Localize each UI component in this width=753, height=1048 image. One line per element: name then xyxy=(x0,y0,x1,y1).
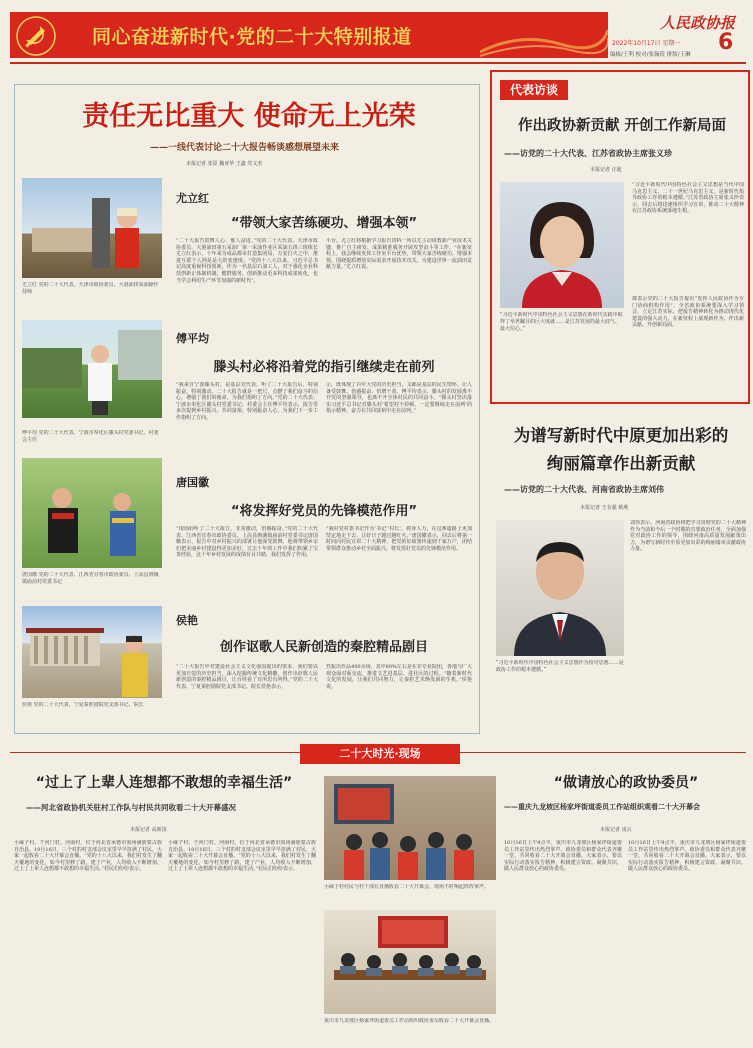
section-text-1a: “二十大报告鼓舞人心、催人奋进。”党的二十大代表、天津市政协委员、大港油田第五采油厂第一采油作业区采油五班三班组长尤立红表示，十年来为成品都市打造集团局，万安打火之中，推进互联个人网是是大的变速度。“党的十八大以来，习近平总书记高度重视科技创新。作为一名基层石油工人，对于强化企业科技创新正体制机制，健群服务，创新推动更多科技成果转化，也当学会利用生产环节加强的新时代”。 xyxy=(176,238,318,284)
speaker-name-3: 唐国徽 xyxy=(176,476,209,489)
page-number: 6 xyxy=(718,30,734,55)
section-text-2b: 示，既体现了百年大党的历史担当，又都是基层的民生情怀。让人备受鼓舞、倍感振奋、倍增干劲。傅平均表示，滕头村的发展离不开党的坚强领导，也离不开全体村民的共同奋斗。“滕头村坚决落实习近平总书记对滕头村‘希望村不停顿，一定要继续走在前列’的指示精神，奋力在共同富裕中走在前列。” xyxy=(326,382,472,415)
left-story-byline: 本报记者 高新国 xyxy=(130,827,167,833)
party-emblem-icon xyxy=(16,16,56,56)
interview-photo-caption: “习近平新时代中国特色社会主义思想在新时代实践中取得了举世瞩目的巨大成就……是江苏发展的最大底气、最大信心。” xyxy=(500,312,623,332)
bottom-photo-caption-1: 小麻子村村民与村干部在直播收看二十大开幕会，现场不时响起阵阵掌声。 xyxy=(324,884,490,890)
bottom-photo-caption-2: 重庆市九龙坡区杨家坪街道委员工作站组织政协委员收看二十大开幕会直播。 xyxy=(324,1018,495,1024)
right-story-byline: 本报记者 凌云 xyxy=(600,827,632,833)
right-story-subheadline: ——重庆九龙坡区杨家坪街道委员工作站组织观看二十大开幕会 xyxy=(504,803,700,811)
section-text-3b: “我村党村委书记作为‘书记’‘村长’，将身人力，在这条道路上更加坚定地走下去，让好日子越过越红火。”唐国徽表示，回去后将第一时间向村民宣讲二十大精神，把党的好政策传递到千家万户，团结带领群众推动乡村全面振兴，将发挥好党员的先锋模范作用。 xyxy=(326,526,472,552)
speaker-name-1: 尤立红 xyxy=(176,192,209,205)
section-title-1: “带领大家苦练硬功、增强本领” xyxy=(230,216,418,231)
interview-body-text: 都表示党的二十大报告提出“发挥人民政协作为专门协商机构作用”，全省政协系统要深入学习领会，立足江苏实际，把报告精神转化为推动现代化建设的强大动力，在新征程上展现新作为、作出新贡献、开创新局面。 xyxy=(632,296,744,329)
left-story-headline: “过上了上辈人连想都不敢想的幸福生活” xyxy=(35,775,293,791)
main-subheadline: ——一线代表讨论二十大报告畅谈感想展望未来 xyxy=(150,143,340,153)
main-headline: 责任无比重大 使命无上光荣 xyxy=(82,101,416,132)
henan-body-text: 刘伟表示，河南省政协将把学习贯彻党的二十大精神作为当前和今后一个时期的首要政治任务，全面加强党对政协工作的领导，围绕河南高质量发展献策出力，为谱写新时代中原更加出彩的绚丽篇章贡献政协力量。 xyxy=(630,520,746,553)
interview-portrait xyxy=(500,182,624,308)
bottom-photo-chongqing xyxy=(324,910,496,1014)
masthead-rule xyxy=(10,62,746,64)
photo-hou-yan xyxy=(22,606,162,698)
henan-byline: 本报记者 王有强 蔡燕 xyxy=(580,505,629,511)
section-text-2a: “我来自宁波滕头村，是基层党代表。听了二十大报告后，特别振奋，特别激动。二十大报告就是一把尺，点燃了我们奋斗的信心，增强了我们的使命，为我们指明了方向。”党的二十大代表、宁波市奉化区滕头村党委书记、村委会主任傅平均表示，报告里多次提到乡村振兴、共同富裕，特别振奋人心，为我们下一步工作指明了方向。 xyxy=(176,382,318,421)
photo-caption-1: 尤立红 党的二十大代表、天津市政协委员、大港油田采油操作技师 xyxy=(22,282,159,295)
interview-tag: 代表访谈 xyxy=(500,80,568,100)
date-line: 2022年10月17日 星期一 xyxy=(612,40,681,47)
henan-subheadline: ——访党的二十大代表、河南省政协主席刘伟 xyxy=(504,485,664,494)
interview-byline: 本报记者 汪迪 xyxy=(590,167,622,173)
photo-caption-2: 傅平均 党的二十大代表、宁波市奉化区滕头村党委书记、村委会主任 xyxy=(22,430,159,443)
speaker-name-4: 侯艳 xyxy=(176,614,198,627)
interview-subheadline: ——访党的二十大代表、江苏省政协主席张义珍 xyxy=(504,149,672,158)
left-story-subheadline: ——河北省政协机关驻村工作队与村民共同收看二十大开幕盛况 xyxy=(26,803,236,812)
henan-photo-caption: “习近平新时代中国特色社会主义思想作为指导思想……是政协工作的根本遵循。” xyxy=(496,660,624,673)
left-story-text-b: 小麻子村、干河门村、河南村，位于河北省承德市围场满族蒙古族自治县。10月16日，三个村的村支部会议室里早早挤满了村民，大家一起收看二十大开幕会直播。“党的十八大以来，我们村发生了翻天覆地的变化，如今村里修了路，建了产业，人均收入不断增加，过上了上辈人连想都不敢想的幸福生活。”村民们纷纷表示。 xyxy=(168,840,316,873)
henan-headline-line2: 绚丽篇章作出新贡献 xyxy=(546,454,696,473)
banner-title: 同心奋进新时代·党的二十大特别报道 xyxy=(92,26,412,48)
photo-fu-pingjun xyxy=(22,320,162,418)
main-byline: 本报记者 张原 魏亚华 王鑫 党文杰 xyxy=(186,161,263,167)
right-story-text-b: 10月16日上午9点半，重庆市九龙坡区杨家坪街道委员工作站里传出热烈掌声。政协委员和群众代表齐聚一堂，共同收看二十大开幕会直播。大家表示，要以实际行动落实报告精神，积极建言资政、凝聚共识，做人民群众放心的政协委员。 xyxy=(628,840,746,873)
section-title-3: “将发挥好党员的先锋模范作用” xyxy=(230,504,418,519)
interview-headline: 作出政协新贡献 开创工作新局面 xyxy=(517,118,727,134)
section-text-4b: 性振出作品400余场，其中80%左右是在非专业院团，各地与广大观众面对面交流，推进文艺进基层、进社区的过程。“随着新时代文化的发展，让我们共同努力，让秦腔艺术焕发新的生机。”侯艳说。 xyxy=(326,664,472,690)
section-text-3a: “现场聆听了二十大报告，非常激动，倍感振奋。”党的二十大代表、江西省宜春市政协委员、上高县泗溪镇庙前村党委书记唐国徽表示，报告中对乡村振兴的部署让他深受鼓舞，他将带领乡亲们把美丽乡村建设得更加美好，过去十年的工作中我们积累了宝贵经验，这十年乡村发展的成绩有目共睹，我们发挥了作用。 xyxy=(176,526,318,559)
right-story-text-a: 10月16日上午9点半，重庆市九龙坡区杨家坪街道委员工作站里传出热烈掌声。政协委员和群众代表齐聚一堂，共同收看二十大开幕会直播。大家表示，要以实际行动落实报告精神，积极建言资政、凝聚共识，做人民群众放心的政协委员。 xyxy=(504,840,622,873)
interview-lead-text: “习近平新时代中国特色社会主义思想是当代中国马克思主义、二十一世纪马克思主义，是新时代指导政协工作的根本遵循。”江苏省政协主席张义珍表示，回去后将迅速组织学习宣讲，推动二十大精神在江苏政协系统落地生根。 xyxy=(632,182,744,215)
bottom-photo-village xyxy=(324,776,496,880)
right-story-headline: “做请放心的政协委员” xyxy=(553,775,699,791)
section-text-4a: “二十大报告中对建设社会主义文化强国提出的要求，我们要以更加自觉的历史担当，深入挖掘传统文化精髓，创作出讴歌人民新创造的秦腔精品剧目，让百姓看了有所思有所得。”党的二十大代表、宁夏秦腔剧院党支部书记、院长侯艳表示。 xyxy=(176,664,318,690)
editors-line: 编辑/王利 校对/张翰锐 排版/王琳 xyxy=(610,52,691,58)
section-title-2: 滕头村必将沿着党的指引继续走在前列 xyxy=(213,360,435,375)
henan-headline-line1: 为谱写新时代中原更加出彩的 xyxy=(513,426,729,445)
banner-waves xyxy=(480,12,608,58)
henan-portrait xyxy=(496,520,624,656)
section-text-1b: 平台。尤立红将根据学习报告资料一所以尤主动请教新产业技术关键，推广自主研发、成果精准服务开展攻坚奋斗等工作，“在新征程上，我会继续发挥工作室平台优势，带领大家苦练硬功、增强本领，围绕提质增效实际需求开展技术攻关，为建设世界一流油田贡献力量。”尤立红说。 xyxy=(326,238,472,271)
photo-you-lihong xyxy=(22,178,162,278)
photo-caption-3: 唐国徽 党的二十大代表、江西省宜春市政协委员、上高县泗溪镇庙前村党委书记 xyxy=(22,572,159,585)
left-story-text-a: 小麻子村、干河门村、河南村，位于河北省承德市围场满族蒙古族自治县。10月16日，三个村的村支部会议室里早早挤满了村民，大家一起收看二十大开幕会直播。“党的十八大以来，我们村发生了翻天覆地的变化，如今村里修了路，建了产业，人均收入不断增加，过上了上辈人连想都不敢想的幸福生活。”村民们纷纷表示。 xyxy=(14,840,162,873)
section-title-4: 创作讴歌人民新创造的秦腔精品剧目 xyxy=(219,640,428,655)
speaker-name-2: 傅平均 xyxy=(176,332,209,345)
bottom-section-title: 二十大时光·现场 xyxy=(339,747,421,760)
newspaper-logo: 人民政协报 xyxy=(660,14,736,32)
photo-tang-guohui xyxy=(22,458,162,568)
photo-caption-4: 侯艳 党的二十大代表、宁夏秦腔剧院党支部书记、院长 xyxy=(22,702,144,708)
